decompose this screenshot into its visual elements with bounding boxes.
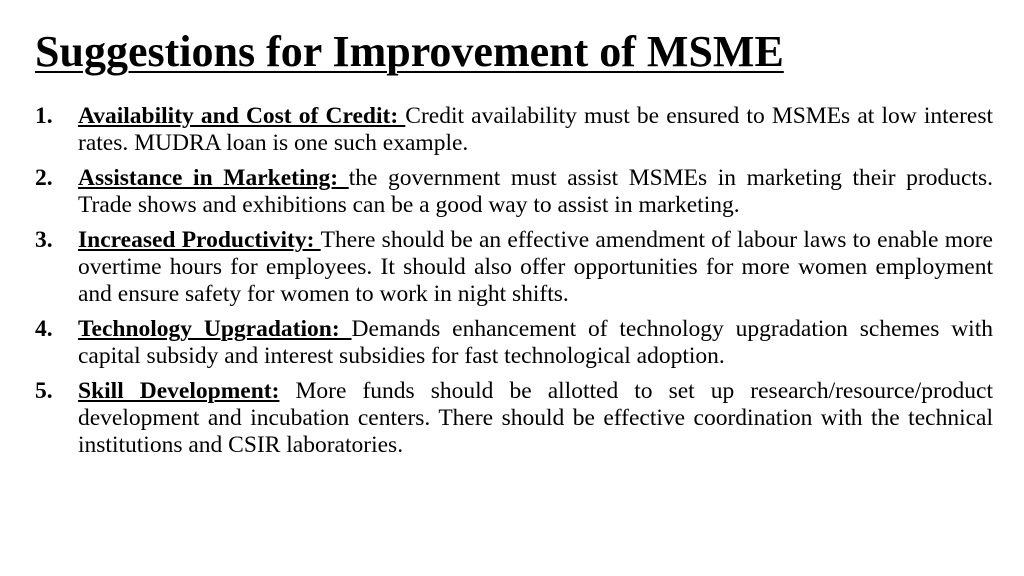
item-heading: Skill Development: bbox=[78, 378, 280, 405]
item-number: 4. bbox=[35, 316, 53, 343]
item-body bbox=[78, 378, 993, 458]
item-number: 5. bbox=[35, 378, 53, 405]
item-number: 2. bbox=[35, 165, 53, 192]
item-body bbox=[78, 165, 993, 218]
item-heading: Technology Upgradation: bbox=[78, 316, 352, 343]
list-item bbox=[35, 227, 993, 307]
item-text: Demands enhancement of technology upgradation schemes with capital subsidy and interest subsidies for fast technological adoption. bbox=[78, 316, 993, 369]
list-item bbox=[35, 378, 993, 458]
item-text: Credit availability must be ensured to MSMEs at low interest rates. MUDRA loan is one such example. bbox=[78, 103, 993, 156]
item-heading: Assistance in Marketing: bbox=[78, 165, 349, 192]
item-text: More funds should be allotted to set up research/resource/product development and incubation centers. There should be effective coordination with the technical institutions and CSIR laboratories. bbox=[78, 378, 993, 458]
item-heading: Availability and Cost of Credit: bbox=[78, 103, 406, 129]
item-number: 3. bbox=[35, 227, 53, 254]
suggestion-list bbox=[35, 103, 993, 467]
slide-title: Suggestions for Improvement of MSME bbox=[35, 27, 784, 76]
item-heading: Increased Productivity: bbox=[78, 227, 321, 254]
list-item bbox=[35, 316, 993, 369]
list-item bbox=[35, 103, 993, 156]
item-body bbox=[78, 316, 993, 369]
list-item bbox=[35, 165, 993, 218]
item-text: There should be an effective amendment of labour laws to enable more overtime hours for employees. It should also offer opportunities for more women employment and ensure safety for women to work in night shifts. bbox=[78, 227, 993, 307]
item-body bbox=[78, 227, 993, 307]
item-text: the government must assist MSMEs in marketing their products. Trade shows and exhibitions can be a good way to assist in marketing. bbox=[78, 165, 993, 218]
item-number: 1. bbox=[35, 103, 53, 129]
item-body bbox=[78, 103, 993, 156]
